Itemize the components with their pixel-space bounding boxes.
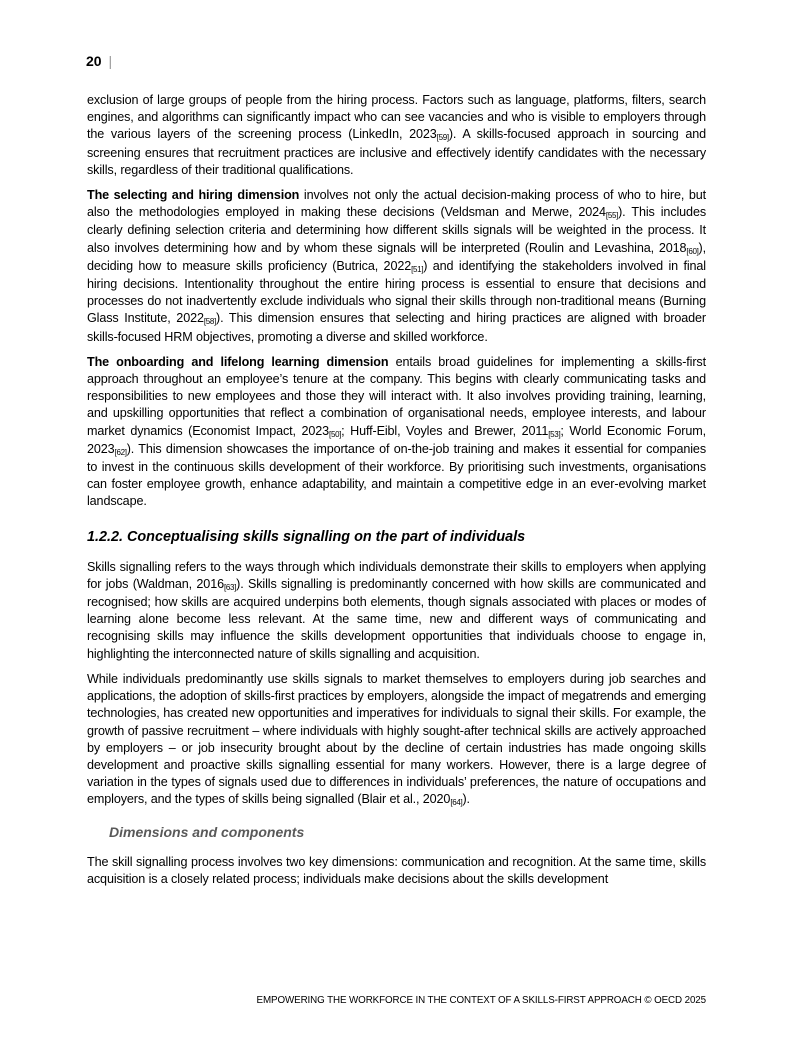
citation-ref[interactable]: [63]: [223, 582, 237, 592]
paragraph-sourcing-screening: [87, 92, 706, 179]
citation-ref[interactable]: [58]: [203, 317, 216, 327]
citation-ref[interactable]: [62]: [114, 447, 127, 457]
paragraph-onboarding-learning: [87, 354, 706, 511]
paragraph-text: ; Huff-Eibl, Voyles and Brewer, 2011: [341, 423, 549, 438]
paragraph-text: ). This includes clearly defining selection criteria and determining how different skills signals will be weighted in the process. It also involves determining how and by whom these signals will be interpreted (Roulin and Levashina, 2018: [87, 205, 707, 255]
paragraph-text: exclusion of large groups of people from the hiring process. Factors such as language, platforms, filters, search engines, and algorithms can significantly impact who can see vacancies and who is visible to employers through the various layers of the screening process (LinkedIn, 2023: [87, 93, 706, 142]
paragraph-selecting-hiring: [87, 187, 706, 346]
paragraph-text: ).: [462, 792, 470, 807]
paragraph-text: ). This dimension showcases the importance of on-the-job training and makes it essential for companies to invest in the continuous skills development of their workforce. By prioritising such investments, organisations can foster employee growth, enhance adaptability, and maintain a competitive edge in an ever-evolving market landscape.: [87, 441, 706, 509]
paragraph-signalling-opportunities: [87, 671, 706, 810]
paragraph-text: ) and identifying the stakeholders involved in final hiring decisions. Intentionality throughout the entire hiring process is essential to ensure that decisions and processes do not inadvertently exclude individuals who signal their skills through non-traditional means (Burning Glass Institute, 2022: [87, 258, 706, 326]
paragraph-text: ; World Economic Forum, 2023: [87, 423, 706, 456]
citation-ref[interactable]: [55]: [605, 211, 619, 221]
header-separator: |: [108, 53, 113, 69]
section-heading: 1.2.2. Conceptualising skills signalling on the part of individuals: [87, 528, 526, 545]
citation-ref[interactable]: [50]: [329, 429, 342, 439]
paragraph-lead-bold: The onboarding and lifelong learning dimension: [87, 354, 389, 369]
paragraph-lead-bold: The selecting and hiring dimension: [87, 188, 300, 203]
paragraph-text: ), deciding how to measure skills proficiency (Butrica, 2022: [87, 240, 706, 273]
paragraph-text: ). A skills-focused approach in sourcing and screening ensures that recruitment practices are inclusive and effectively identify candidates with the necessary skills, regardless of their traditional qualifications.: [87, 127, 706, 177]
citation-ref[interactable]: [51]: [411, 264, 424, 274]
page-body: [87, 92, 706, 896]
paragraph-dimensions-intro: [87, 854, 706, 888]
page-number: 20: [86, 53, 102, 69]
paragraph-text: ). Skills signalling is predominantly concerned with how skills are communicated and recognised; how skills are acquired underpins both elements, though signals associated with places or modes of learning alone become less relevant. At the same time, new and different ways of communicating and recognising skills may influence the skills development opportunities that individuals choose to engage in, highlighting the interconnected nature of skills signalling and acquisition.: [87, 576, 706, 661]
paragraph-text: entails broad guidelines for implementing a skills-first approach throughout an employee’s tenure at the company. This begins with clearly communicating tasks and responsibilities to new employees and those they will interact with. It also involves providing training, learning, and upskilling opportunities that reflect a combination of organisational needs, employee interests, and labour market dynamics (Economist Impact, 2023: [87, 354, 706, 438]
paragraph-skills-signalling-definition: [87, 559, 706, 663]
citation-ref[interactable]: [59]: [436, 133, 449, 143]
subheading: Dimensions and components: [109, 823, 305, 840]
paragraph-text: Skills signalling refers to the ways through which individuals demonstrate their skills to employers when applying for jobs (Waldman, 2016: [87, 559, 706, 591]
paragraph-text: The skill signalling process involves two key dimensions: communication and recognition. At the same time, skills acquisition is a closely related process; individuals make decisions about the skills development: [87, 854, 706, 886]
page-footer: EMPOWERING THE WORKFORCE IN THE CONTEXT OF A SKILLS-FIRST APPROACH © OECD 2025: [256, 995, 706, 1006]
paragraph-text: While individuals predominantly use skills signals to market themselves to employers during job searches and applications, the adoption of skills-first practices by employers, alongside the impact of megatrends and emerging technologies, has created new opportunities and imperatives for individuals to signal their skills. For example, the growth of passive recruitment – where individuals with highly sought-after technical skills are actively approached by employers – or job insecurity brought about by the decline of certain industries has made ongoing skills development and proactive skills signalling essential for many workers. However, there is a large degree of variation in the types of signals used due to differences in individuals’ preferences, the nature of occupations and employers, and the types of skills being signalled (Blair et al., 2020: [87, 671, 706, 807]
citation-ref[interactable]: [64]: [450, 798, 463, 808]
citation-ref[interactable]: [60]: [686, 246, 699, 256]
paragraph-text: involves not only the actual decision-making process of who to hire, but also the methodologies employed in making these decisions (Veldsman and Merwe, 2024: [87, 188, 706, 220]
paragraph-text: ). This dimension ensures that selecting and hiring practices are aligned with broader skills-focused HRM objectives, promoting a diverse and skilled workforce.: [87, 311, 706, 344]
page-header: [86, 52, 112, 70]
citation-ref[interactable]: [53]: [548, 429, 561, 439]
